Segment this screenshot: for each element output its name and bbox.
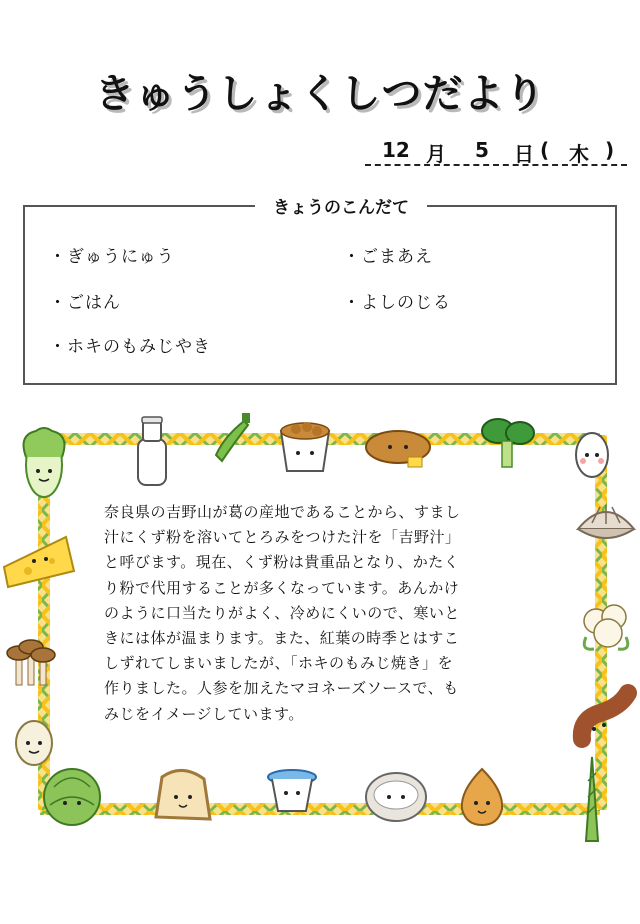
date-day: 5: [475, 138, 489, 162]
date-month-unit: 月: [426, 142, 446, 166]
rice-bowl-icon: [366, 773, 426, 821]
date-line: [365, 136, 627, 166]
menu-item-milk: ・ぎゅうにゅう: [49, 247, 175, 267]
date-day-unit: 日: [514, 142, 534, 166]
article-line: 奈良県の吉野山が葛の産地であることから、すまし: [104, 503, 461, 521]
menu-box: [23, 198, 617, 385]
cauliflower-icon: [584, 605, 628, 649]
article-line: 汁にくず粉を溶いてとろみをつけた汁を「吉野汁」: [104, 528, 461, 547]
natto-icon: [281, 422, 329, 471]
menu-item-hoki: ・ホキのもみじやき: [49, 337, 211, 357]
article-line: みじをイメージしています。: [104, 704, 304, 723]
article-line: り粉で代用することが多くなっています。あんかけ: [104, 578, 460, 597]
milk-bottle-icon: [138, 417, 166, 485]
toast-icon: [156, 770, 210, 819]
clam-icon: [578, 505, 634, 538]
article-line: のように口当たりがよく、冷めにくいので、寒いと: [104, 603, 460, 622]
ribbon-bottom: [40, 803, 600, 815]
article-line: しずれてしまいましたが、「ホキのもみじ焼き」を: [104, 654, 454, 673]
onion-icon: [462, 769, 502, 825]
cabbage-icon: [44, 769, 100, 825]
menu-item-rice: ・ごはん: [49, 293, 121, 313]
bread-icon: [366, 431, 430, 467]
article-text: [104, 500, 542, 727]
menu-title: きょうのこんだて: [255, 193, 427, 218]
menu-item-gomaae: ・ごまあえ: [343, 247, 433, 267]
article-line: きには体が温まります。また、紅葉の時季とはすこ: [104, 629, 460, 648]
date-weekday-close: ): [605, 138, 615, 162]
menu-item-yoshinojiru: ・よしのじる: [343, 293, 451, 313]
date-month: 12: [382, 138, 410, 162]
egg-icon: [576, 433, 608, 477]
date-weekday: 木: [569, 142, 589, 166]
potato-icon: [16, 721, 52, 765]
page-title: きゅうしょくしつだより: [94, 71, 546, 117]
chinese-cabbage-icon: [24, 428, 65, 497]
article-line: 作りました。人参を加えたマヨネーズソースで、も: [104, 679, 459, 698]
date-weekday-open: (: [540, 138, 550, 162]
article-line: と呼びます。現在、くず粉は貴重品となり、かたく: [104, 553, 460, 572]
